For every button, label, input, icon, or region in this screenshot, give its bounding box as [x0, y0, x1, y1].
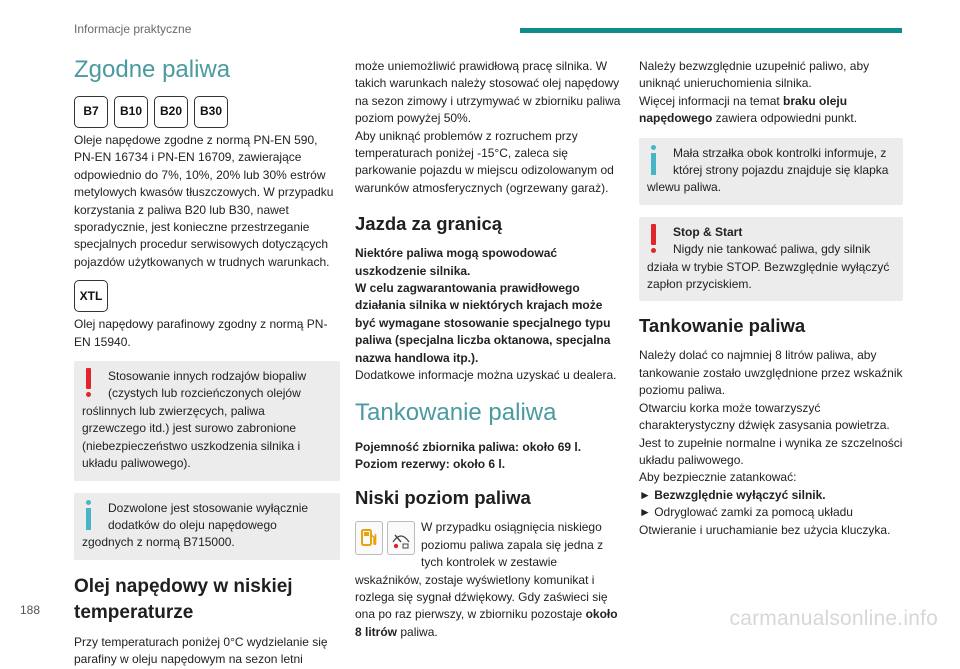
warning-exclamation-icon — [647, 224, 661, 254]
fuel-badge-b20-icon: B20 — [154, 96, 188, 128]
fuel-pump-warning-icon — [355, 521, 383, 555]
diesel-norms-paragraph: Oleje napędowe zgodne z normą PN-EN 590, PN-EN 16734 i PN-EN 16709, zawierające odpowiednio do 7%, 10%, 20% lub 30% estrów metylowych kwasów tłuszczowych. W przypadku korzystania z paliwa B20 lub B30, nawet sporadycznie, jest konieczne przestrzeganie specjalnych procedur serwisowych dotyczących pojazdów użytkowanych w trudnych warunkach. — [74, 133, 334, 269]
title-refuelling: Tankowanie paliwa — [355, 398, 557, 426]
heading-driving-abroad: Jazda za granicą — [355, 213, 503, 235]
warning-note-biofuels: Stosowanie innych rodzajów biopaliw (czystych lub rozcieńczonych olejów roślinnych lub zwierzęcych, paliwa grzewczego itd.) jest surowo zabronione (niebezpieczeństwo uszkodzenia silnika i układu paliwowego). — [74, 361, 340, 480]
section-header: Informacje praktyczne — [74, 22, 192, 36]
fuel-badge-row — [74, 96, 340, 128]
abroad-dealer-paragraph: Dodatkowe informacje można uzyskać u dealera. — [355, 368, 617, 383]
minimum-refill-paragraph: Należy dolać co najmniej 8 litrów paliwa, aby tankowanie zostało uwzględnione przez wskaźnik poziomu paliwa. — [639, 348, 903, 398]
heading-cold-diesel: Olej napędowy w niskiej temperaturze — [74, 575, 293, 623]
header-accent-bar — [520, 28, 902, 33]
cap-sound-paragraph: Otwarciu korka może towarzyszyć charakterystyczny dźwięk zasysania powietrza. Jest to zupełnie normalne i wynika ze szczelności układu paliwowego. — [639, 400, 903, 467]
column-3 — [639, 58, 903, 539]
title-compatible-fuels: Zgodne paliwa — [74, 56, 231, 83]
winter-diesel-paragraph: może uniemożliwić prawidłową pracę silnika. W takich warunkach należy stosować olej napędowy na sezon zimowy i utrzymywać w zbiorniku paliwa poziom powyżej 50%. — [355, 59, 621, 126]
warning-note-stop-start: Stop & Start Nigdy nie tankować paliwa, gdy silnik działa w trybie STOP. Bezwzględnie wyłączyć zapłon przyciskiem. — [639, 217, 903, 302]
tank-capacity: Pojemność zbiornika paliwa: około 69 l. — [355, 439, 582, 454]
fuel-badge-xtl-icon: XTL — [74, 280, 108, 312]
reserve-level: Poziom rezerwy: około 6 l. — [355, 456, 506, 471]
xtl-badge-row — [74, 280, 340, 312]
paraffinic-diesel-paragraph: Olej napędowy parafinowy zgodny z normą PN-EN 15940. — [74, 317, 328, 349]
page-number: 188 — [20, 603, 41, 617]
step-switch-off-engine: ► Bezwzględnie wyłączyć silnik. — [639, 487, 826, 502]
fuel-badge-b30-icon: B30 — [194, 96, 228, 128]
fuel-badge-b10-icon: B10 — [114, 96, 148, 128]
heading-refuelling: Tankowanie paliwa — [639, 315, 806, 337]
cold-diesel-paragraph: Przy temperaturach poniżej 0°C wydzielanie się parafiny w oleju napędowym na sezon letni — [74, 634, 328, 667]
info-icon — [647, 145, 661, 175]
info-icon — [82, 500, 96, 530]
fuel-gauge-warning-icon — [387, 521, 415, 555]
heading-low-fuel: Niski poziom paliwa — [355, 487, 531, 509]
abroad-bold-paragraph: Niektóre paliwa mogą spowodować uszkodzenie silnika. W celu zagwarantowania prawidłowego działania silnika w niektórych krajach może być wymagane stosowanie specjalnego typu paliwa (specjalna liczba oktanowa, specjalna nazwa handlowa itp.). — [355, 246, 611, 365]
low-fuel-warning-icons — [355, 521, 415, 555]
column-2 — [355, 58, 623, 641]
info-note-fuel-flap: Mała strzałka obok kontrolki informuje, z której strony pojazdu znajduje się klapka wlewu paliwa. — [639, 138, 903, 205]
more-info-paragraph: Więcej informacji na temat braku oleju napędowego zawiera odpowiedni punkt. — [639, 93, 858, 126]
safe-refuel-intro: Aby bezpiecznie zatankować: — [639, 470, 797, 485]
refill-required-paragraph: Należy bezwzględnie uzupełnić paliwo, aby uniknąć unieruchomienia silnika. — [639, 59, 870, 91]
warning-exclamation-icon — [82, 368, 96, 398]
info-note-additives: Dozwolone jest stosowanie wyłącznie dodatków do oleju napędowego zgodnych z normą B715000. — [74, 493, 340, 560]
low-fuel-block — [355, 519, 623, 641]
step-unlock: ► Odryglować zamki za pomocą układu Otwieranie i uruchamianie bez użycia kluczyka. — [639, 505, 891, 537]
column-1 — [74, 52, 340, 669]
low-fuel-paragraph: W przypadku osiągnięcia niskiego poziomu paliwa zapala się jedna z tych kontrolek w zestawie wskaźników, zostaje wyświetlony komunikat i rozlega się sygnał dźwiękowy. Gdy zaświeci się ona po raz pierwszy, w zbiorniku pozostaje około 8 litrów paliwa. — [355, 520, 618, 639]
watermark-text: carmanualsonline.info — [729, 607, 938, 630]
fuel-badge-b7-icon: B7 — [74, 96, 108, 128]
cold-start-paragraph: Aby uniknąć problemów z rozruchem przy temperaturach poniżej -15°C, zaleca się parkowanie pojazdu w miejscu odizolowanym od warunków atmosferycznych (ogrzewany garaż). — [355, 128, 614, 195]
